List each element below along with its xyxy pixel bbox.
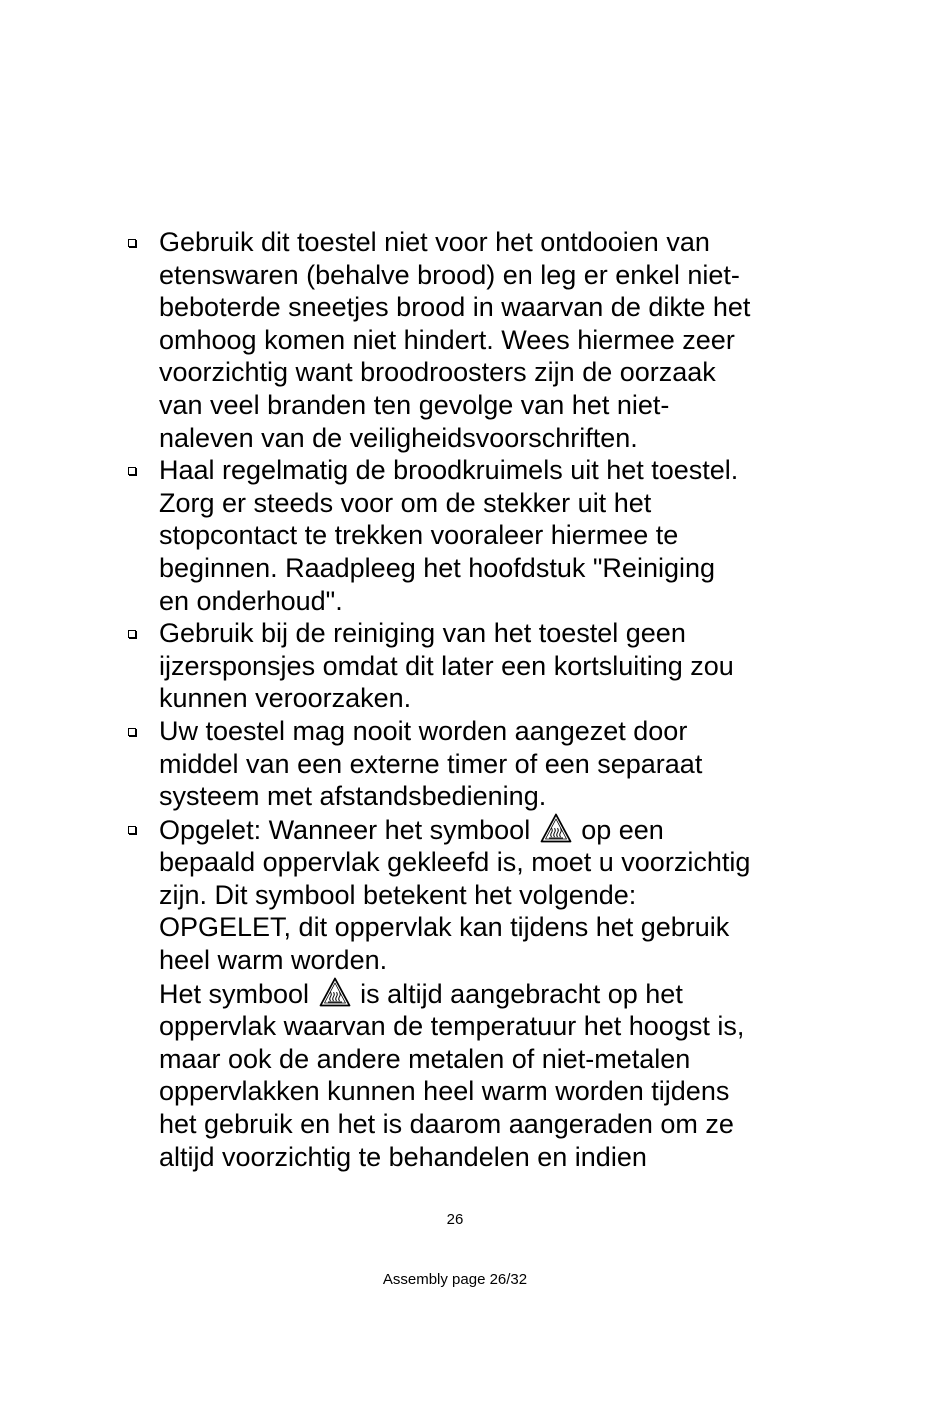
list-item [124, 715, 824, 813]
text-line [159, 977, 824, 1011]
list-item [124, 813, 824, 1174]
checkbox-bullet-icon [128, 467, 136, 475]
text-line: oppervlakken kunnen heel warm worden tijdens [159, 1076, 730, 1107]
text-line: omhoog komen niet hindert. Wees hiermee zeer [159, 324, 735, 355]
text-line: OPGELET, dit oppervlak kan tijdens het gebruik [159, 912, 730, 943]
hot-surface-warning-icon [319, 977, 351, 1007]
text-line: systeem met afstandsbediening. [159, 781, 547, 812]
list-item [124, 454, 824, 617]
text-line: bepaald oppervlak gekleefd is, moet u voorzichtig [159, 847, 751, 878]
list-item [124, 226, 824, 454]
checkbox-bullet-icon [128, 630, 136, 638]
text-line: maar ook de andere metalen of niet-metalen [159, 1043, 691, 1074]
text-line: altijd voorzichtig te behandelen en indien [159, 1141, 647, 1172]
text-line: kunnen veroorzaken. [159, 683, 412, 714]
text-fragment: Het symbool [159, 978, 310, 1009]
safety-instructions-list [124, 226, 824, 1173]
text-line: van veel branden ten gevolge van het niet- [159, 389, 670, 420]
text-line: middel van een externe timer of een separaat [159, 748, 703, 779]
text-line: stopcontact te trekken vooraleer hiermee te [159, 520, 679, 551]
text-line: Gebruik bij de reiniging van het toestel geen [159, 618, 686, 649]
text-line: Uw toestel mag nooit worden aangezet door [159, 715, 688, 746]
checkbox-bullet-icon [128, 239, 136, 247]
text-line: heel warm worden. [159, 945, 388, 976]
checkbox-bullet-icon [128, 826, 136, 834]
text-line: beginnen. Raadpleeg het hoofdstuk "Reiniging [159, 552, 716, 583]
text-line: naleven van de veiligheidsvoorschriften. [159, 422, 638, 453]
assembly-page-footer: Assembly page 26/32 [382, 1271, 528, 1288]
document-body [124, 226, 824, 1173]
text-line: Gebruik dit toestel niet voor het ontdooien van [159, 227, 710, 257]
checkbox-bullet-icon [128, 728, 136, 736]
page-number: 26 [446, 1211, 464, 1228]
text-line [159, 813, 824, 847]
text-line: Zorg er steeds voor om de stekker uit het [159, 487, 652, 518]
list-item [124, 617, 824, 715]
text-line: Haal regelmatig de broodkruimels uit het toestel. [159, 455, 739, 486]
text-fragment: op een [581, 814, 664, 845]
text-line: zijn. Dit symbool betekent het volgende: [159, 879, 637, 910]
text-line: ijzersponsjes omdat dit later een kortsluiting zou [159, 650, 734, 681]
text-line: oppervlak waarvan de temperatuur het hoogst is, [159, 1011, 745, 1042]
text-line: beboterde sneetjes brood in waarvan de dikte het [159, 292, 751, 323]
text-line: etenswaren (behalve brood) en leg er enkel niet- [159, 259, 740, 290]
text-line: voorzichtig want broodroosters zijn de oorzaak [159, 357, 716, 388]
text-line: het gebruik en het is daarom aangeraden om ze [159, 1109, 734, 1140]
text-line: en onderhoud". [159, 585, 343, 616]
hot-surface-warning-icon [540, 813, 572, 843]
text-fragment: is altijd aangebracht op het [360, 978, 683, 1009]
text-fragment: Opgelet: Wanneer het symbool [159, 814, 531, 845]
